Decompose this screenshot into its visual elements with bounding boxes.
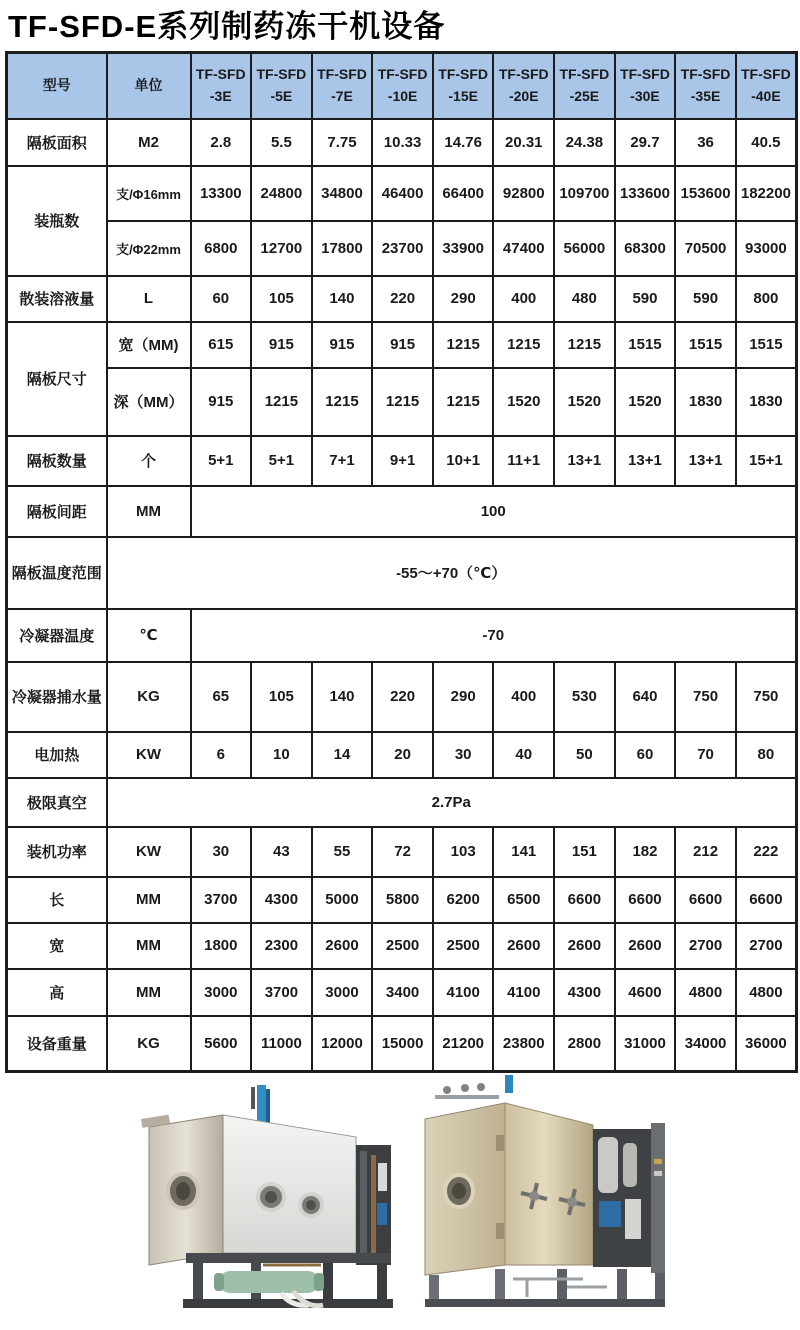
value-cell: 5.5 xyxy=(251,119,312,166)
value-cell: 915 xyxy=(372,322,433,368)
value-cell: 1520 xyxy=(554,368,615,436)
value-cell: 400 xyxy=(493,276,554,322)
value-cell: 590 xyxy=(675,276,736,322)
value-cell: 6600 xyxy=(615,877,676,923)
row-installed-power xyxy=(7,827,797,877)
value-cell: 12700 xyxy=(251,221,312,276)
row-label: 隔板温度范围 xyxy=(7,537,107,609)
row-length xyxy=(7,877,797,923)
pipe-blue xyxy=(505,1075,513,1093)
header-model: 型号 xyxy=(7,53,107,119)
value-cell: 11+1 xyxy=(493,436,554,486)
value-cell: 2700 xyxy=(675,923,736,969)
value-cell: 153600 xyxy=(675,166,736,221)
row-label: 长 xyxy=(7,877,107,923)
value-cell: 1515 xyxy=(675,322,736,368)
value-cell: 14 xyxy=(312,732,373,778)
value-cell: 20 xyxy=(372,732,433,778)
row-label: 冷凝器捕水量 xyxy=(7,662,107,732)
value-cell: 34800 xyxy=(312,166,373,221)
value-cell: 20.31 xyxy=(493,119,554,166)
model-name-line2: -5E xyxy=(270,87,293,104)
merged-value-cell: -55～+70（℃） xyxy=(107,537,797,609)
value-cell: 1830 xyxy=(736,368,797,436)
value-cell: 220 xyxy=(372,276,433,322)
value-cell: 220 xyxy=(372,662,433,732)
row-label: 散装溶液量 xyxy=(7,276,107,322)
value-cell: 40 xyxy=(493,732,554,778)
value-cell: 13300 xyxy=(191,166,252,221)
value-cell: 2700 xyxy=(736,923,797,969)
value-cell: 30 xyxy=(191,827,252,877)
freeze-dryer-photo-right xyxy=(417,1073,669,1309)
header-model-col xyxy=(493,53,554,119)
value-cell: 68300 xyxy=(615,221,676,276)
spec-table xyxy=(5,51,798,1073)
row-water-capture xyxy=(7,662,797,732)
value-cell: 151 xyxy=(554,827,615,877)
value-cell: 40.5 xyxy=(736,119,797,166)
row-shelf-count xyxy=(7,436,797,486)
unit-cell: 宽（MM) xyxy=(107,322,191,368)
chamber-body xyxy=(223,1115,356,1253)
model-name-line2: -30E xyxy=(630,87,660,104)
header-model-col xyxy=(433,53,494,119)
value-cell: 141 xyxy=(493,827,554,877)
value-cell: 1830 xyxy=(675,368,736,436)
unit-cell: KG xyxy=(107,662,191,732)
model-name-line1: TF-SFD xyxy=(498,66,549,83)
value-cell: 1215 xyxy=(433,322,494,368)
row-label: 宽 xyxy=(7,923,107,969)
value-cell: 1515 xyxy=(736,322,797,368)
value-cell: 15+1 xyxy=(736,436,797,486)
value-cell: 21200 xyxy=(433,1016,494,1072)
row-shelf-size-depth xyxy=(7,368,797,436)
model-name-line1: TF-SFD xyxy=(377,66,428,83)
model-name-line1: TF-SFD xyxy=(620,66,670,83)
model-name-line2: -40E xyxy=(751,87,781,104)
value-cell: 2500 xyxy=(372,923,433,969)
row-shelf-size-width xyxy=(7,322,797,368)
condenser-cylinder xyxy=(219,1271,319,1293)
value-cell: 14.76 xyxy=(433,119,494,166)
value-cell: 7+1 xyxy=(312,436,373,486)
header-model-col xyxy=(554,53,615,119)
value-cell: 33900 xyxy=(433,221,494,276)
value-cell: 1215 xyxy=(312,368,373,436)
value-cell: 2800 xyxy=(554,1016,615,1072)
row-shelf-spacing xyxy=(7,486,797,537)
row-label: 极限真空 xyxy=(7,778,107,827)
value-cell: 915 xyxy=(191,368,252,436)
value-cell: 750 xyxy=(736,662,797,732)
value-cell: 2600 xyxy=(554,923,615,969)
value-cell: 5800 xyxy=(372,877,433,923)
value-cell: 10+1 xyxy=(433,436,494,486)
header-model-col xyxy=(312,53,373,119)
value-cell: 6200 xyxy=(433,877,494,923)
value-cell: 4300 xyxy=(554,969,615,1016)
value-cell: 915 xyxy=(251,322,312,368)
value-cell: 800 xyxy=(736,276,797,322)
value-cell: 182 xyxy=(615,827,676,877)
value-cell: 4800 xyxy=(675,969,736,1016)
value-cell: 47400 xyxy=(493,221,554,276)
value-cell: 3000 xyxy=(312,969,373,1016)
merged-value-cell: 100 xyxy=(191,486,797,537)
model-name-line2: -25E xyxy=(569,87,600,104)
value-cell: 70500 xyxy=(675,221,736,276)
value-cell: 290 xyxy=(433,662,494,732)
value-cell: 2600 xyxy=(615,923,676,969)
chamber-body xyxy=(505,1103,593,1265)
unit-cell: 支/Φ22mm xyxy=(107,221,191,276)
model-name-line1: TF-SFD xyxy=(741,66,791,83)
model-name-line1: TF-SFD xyxy=(195,66,246,83)
unit-cell: 深（MM） xyxy=(107,368,191,436)
value-cell: 30 xyxy=(433,732,494,778)
value-cell: 1215 xyxy=(493,322,554,368)
value-cell: 72 xyxy=(372,827,433,877)
value-cell: 10 xyxy=(251,732,312,778)
row-shelf-area xyxy=(7,119,797,166)
merged-value-cell: -70 xyxy=(191,609,797,662)
value-cell: 750 xyxy=(675,662,736,732)
product-photos xyxy=(0,1077,800,1309)
row-label: 隔板数量 xyxy=(7,436,107,486)
unit-cell: M2 xyxy=(107,119,191,166)
value-cell: 212 xyxy=(675,827,736,877)
value-cell: 6600 xyxy=(675,877,736,923)
value-cell: 140 xyxy=(312,662,373,732)
value-cell: 1800 xyxy=(191,923,252,969)
value-cell: 55 xyxy=(312,827,373,877)
value-cell: 50 xyxy=(554,732,615,778)
value-cell: 10.33 xyxy=(372,119,433,166)
row-label: 高 xyxy=(7,969,107,1016)
value-cell: 133600 xyxy=(615,166,676,221)
value-cell: 5+1 xyxy=(251,436,312,486)
unit-cell: MM xyxy=(107,969,191,1016)
value-cell: 590 xyxy=(615,276,676,322)
value-cell: 1215 xyxy=(372,368,433,436)
value-cell: 60 xyxy=(191,276,252,322)
value-cell: 103 xyxy=(433,827,494,877)
row-weight xyxy=(7,1016,797,1072)
value-cell: 1520 xyxy=(615,368,676,436)
value-cell: 23800 xyxy=(493,1016,554,1072)
value-cell: 60 xyxy=(615,732,676,778)
row-ultimate-vacuum xyxy=(7,778,797,827)
frame-rail xyxy=(186,1253,391,1263)
row-bottles-22mm xyxy=(7,221,797,276)
value-cell: 4100 xyxy=(433,969,494,1016)
value-cell: 2.8 xyxy=(191,119,252,166)
value-cell: 13+1 xyxy=(554,436,615,486)
value-cell: 56000 xyxy=(554,221,615,276)
value-cell: 24.38 xyxy=(554,119,615,166)
value-cell: 109700 xyxy=(554,166,615,221)
model-name-line1: TF-SFD xyxy=(438,66,489,83)
value-cell: 15000 xyxy=(372,1016,433,1072)
value-cell: 92800 xyxy=(493,166,554,221)
row-label: 隔板间距 xyxy=(7,486,107,537)
unit-cell: MM xyxy=(107,877,191,923)
model-name-line2: -20E xyxy=(508,87,539,104)
model-name-line2: -3E xyxy=(209,87,232,104)
model-name-line1: TF-SFD xyxy=(680,66,731,83)
page-title: TF-SFD-E系列制药冻干机设备 xyxy=(8,9,446,44)
unit-cell: MM xyxy=(107,923,191,969)
row-height xyxy=(7,969,797,1016)
value-cell: 4300 xyxy=(251,877,312,923)
value-cell: 93000 xyxy=(736,221,797,276)
value-cell: 400 xyxy=(493,662,554,732)
row-label: 设备重量 xyxy=(7,1016,107,1072)
value-cell: 290 xyxy=(433,276,494,322)
row-label: 隔板尺寸 xyxy=(7,322,107,436)
value-cell: 105 xyxy=(251,276,312,322)
row-shelf-temp-range xyxy=(7,537,797,609)
value-cell: 2600 xyxy=(312,923,373,969)
value-cell: 43 xyxy=(251,827,312,877)
header-model-col xyxy=(736,53,797,119)
row-condenser-temp xyxy=(7,609,797,662)
header-model-col xyxy=(372,53,433,119)
row-label: 隔板面积 xyxy=(7,119,107,166)
value-cell: 2500 xyxy=(433,923,494,969)
value-cell: 3700 xyxy=(191,877,252,923)
value-cell: 5+1 xyxy=(191,436,252,486)
value-cell: 140 xyxy=(312,276,373,322)
row-label: 冷凝器温度 xyxy=(7,609,107,662)
row-label: 装瓶数 xyxy=(7,166,107,276)
value-cell: 80 xyxy=(736,732,797,778)
value-cell: 6600 xyxy=(554,877,615,923)
merged-value-cell: 2.7Pa xyxy=(107,778,797,827)
value-cell: 1520 xyxy=(493,368,554,436)
value-cell: 9+1 xyxy=(372,436,433,486)
value-cell: 480 xyxy=(554,276,615,322)
value-cell: 6500 xyxy=(493,877,554,923)
value-cell: 70 xyxy=(675,732,736,778)
value-cell: 13+1 xyxy=(675,436,736,486)
value-cell: 4100 xyxy=(493,969,554,1016)
value-cell: 3400 xyxy=(372,969,433,1016)
row-label: 装机功率 xyxy=(7,827,107,877)
unit-cell: KG xyxy=(107,1016,191,1072)
value-cell: 640 xyxy=(615,662,676,732)
value-cell: 915 xyxy=(312,322,373,368)
value-cell: 36000 xyxy=(736,1016,797,1072)
value-cell: 222 xyxy=(736,827,797,877)
value-cell: 11000 xyxy=(251,1016,312,1072)
value-cell: 1515 xyxy=(615,322,676,368)
value-cell: 34000 xyxy=(675,1016,736,1072)
model-name-line2: -15E xyxy=(448,87,478,104)
unit-cell: 个 xyxy=(107,436,191,486)
value-cell: 6600 xyxy=(736,877,797,923)
value-cell: 31000 xyxy=(615,1016,676,1072)
value-cell: 5000 xyxy=(312,877,373,923)
value-cell: 12000 xyxy=(312,1016,373,1072)
row-electric-heating xyxy=(7,732,797,778)
unit-cell: ℃ xyxy=(107,609,191,662)
header-unit: 单位 xyxy=(107,53,191,119)
header-model-col xyxy=(615,53,676,119)
row-bottles-16mm xyxy=(7,166,797,221)
value-cell: 2300 xyxy=(251,923,312,969)
value-cell: 13+1 xyxy=(615,436,676,486)
value-cell: 6 xyxy=(191,732,252,778)
value-cell: 615 xyxy=(191,322,252,368)
model-name-line2: -35E xyxy=(690,87,721,104)
value-cell: 36 xyxy=(675,119,736,166)
model-name-line1: TF-SFD xyxy=(317,66,367,83)
value-cell: 46400 xyxy=(372,166,433,221)
value-cell: 5600 xyxy=(191,1016,252,1072)
model-name-line2: -7E xyxy=(331,87,353,104)
value-cell: 530 xyxy=(554,662,615,732)
value-cell: 1215 xyxy=(251,368,312,436)
value-cell: 6800 xyxy=(191,221,252,276)
control-panel xyxy=(651,1123,665,1273)
value-cell: 3000 xyxy=(191,969,252,1016)
row-width xyxy=(7,923,797,969)
freeze-dryer-photo-left xyxy=(131,1085,403,1309)
value-cell: 17800 xyxy=(312,221,373,276)
header-model-col xyxy=(675,53,736,119)
value-cell: 1215 xyxy=(554,322,615,368)
value-cell: 1215 xyxy=(433,368,494,436)
unit-cell: L xyxy=(107,276,191,322)
unit-cell: KW xyxy=(107,732,191,778)
unit-cell: MM xyxy=(107,486,191,537)
unit-cell: KW xyxy=(107,827,191,877)
value-cell: 4800 xyxy=(736,969,797,1016)
value-cell: 2600 xyxy=(493,923,554,969)
value-cell: 182200 xyxy=(736,166,797,221)
value-cell: 4600 xyxy=(615,969,676,1016)
value-cell: 3700 xyxy=(251,969,312,1016)
header-row xyxy=(7,53,797,119)
row-label: 电加热 xyxy=(7,732,107,778)
value-cell: 24800 xyxy=(251,166,312,221)
row-solution-volume xyxy=(7,276,797,322)
value-cell: 7.75 xyxy=(312,119,373,166)
value-cell: 29.7 xyxy=(615,119,676,166)
header-model-col xyxy=(251,53,312,119)
header-model-col xyxy=(191,53,252,119)
value-cell: 105 xyxy=(251,662,312,732)
model-name-line2: -10E xyxy=(387,87,418,104)
value-cell: 66400 xyxy=(433,166,494,221)
value-cell: 65 xyxy=(191,662,252,732)
model-name-line1: TF-SFD xyxy=(559,66,610,83)
model-name-line1: TF-SFD xyxy=(256,66,307,83)
unit-cell: 支/Φ16mm xyxy=(107,166,191,221)
value-cell: 23700 xyxy=(372,221,433,276)
